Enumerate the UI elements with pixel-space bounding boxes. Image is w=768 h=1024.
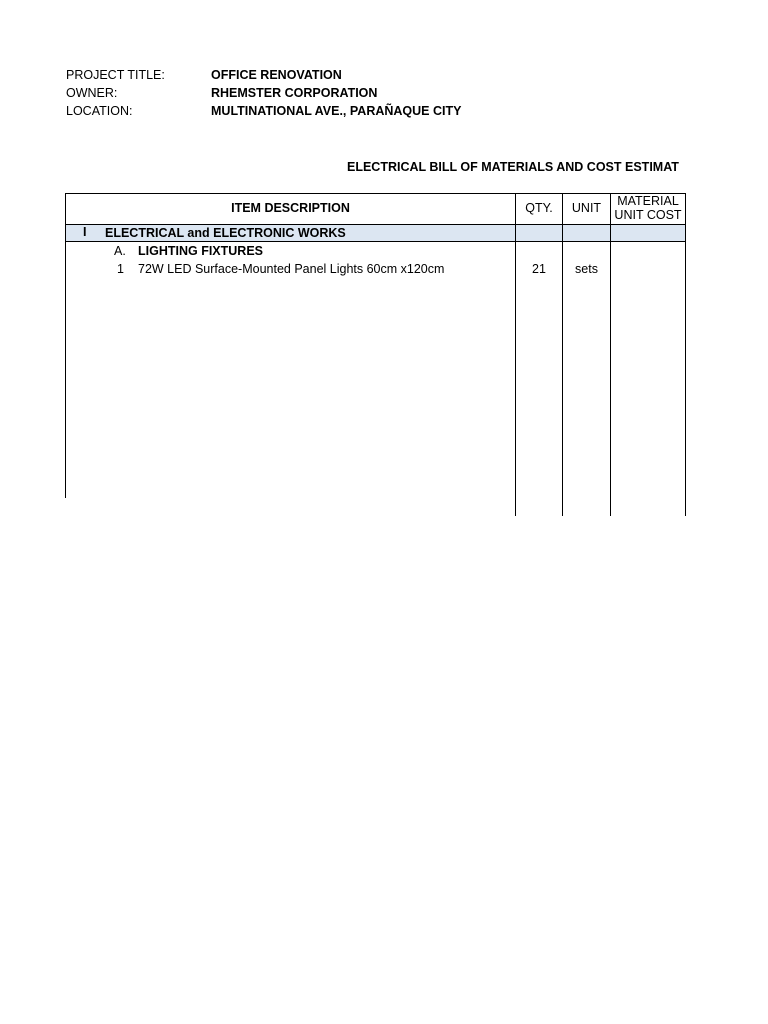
location-value: MULTINATIONAL AVE., PARAÑAQUE CITY [211, 104, 462, 118]
table-left-border [65, 193, 66, 498]
row-unit: sets [575, 262, 598, 276]
row-qty: 21 [532, 262, 546, 276]
project-title-label: PROJECT TITLE: [66, 68, 165, 82]
header-material-line1: MATERIAL [617, 194, 679, 208]
header-qty: QTY. [525, 201, 553, 215]
project-title-value: OFFICE RENOVATION [211, 68, 342, 82]
document-title: ELECTRICAL BILL OF MATERIALS AND COST ESTIMAT [347, 160, 679, 174]
row-description: 72W LED Surface-Mounted Panel Lights 60cm x120cm [138, 262, 445, 276]
header-unit: UNIT [571, 201, 602, 215]
column-divider-material [610, 193, 611, 516]
subsection-letter: A. [114, 244, 126, 258]
location-label: LOCATION: [66, 104, 133, 118]
owner-value: RHEMSTER CORPORATION [211, 86, 378, 100]
row-number: 1 [117, 262, 124, 276]
column-divider-right [685, 193, 686, 516]
section-number: I [83, 225, 87, 239]
section-title: ELECTRICAL and ELECTRONIC WORKS [105, 226, 346, 240]
header-material-line2: UNIT COST [614, 208, 682, 222]
subsection-title: LIGHTING FIXTURES [138, 244, 263, 258]
owner-label: OWNER: [66, 86, 118, 100]
column-divider-qty [515, 193, 516, 516]
column-divider-unit [562, 193, 563, 516]
section-bottom-border [66, 241, 686, 242]
table-top-border [66, 193, 686, 194]
header-item-description: ITEM DESCRIPTION [231, 201, 350, 215]
